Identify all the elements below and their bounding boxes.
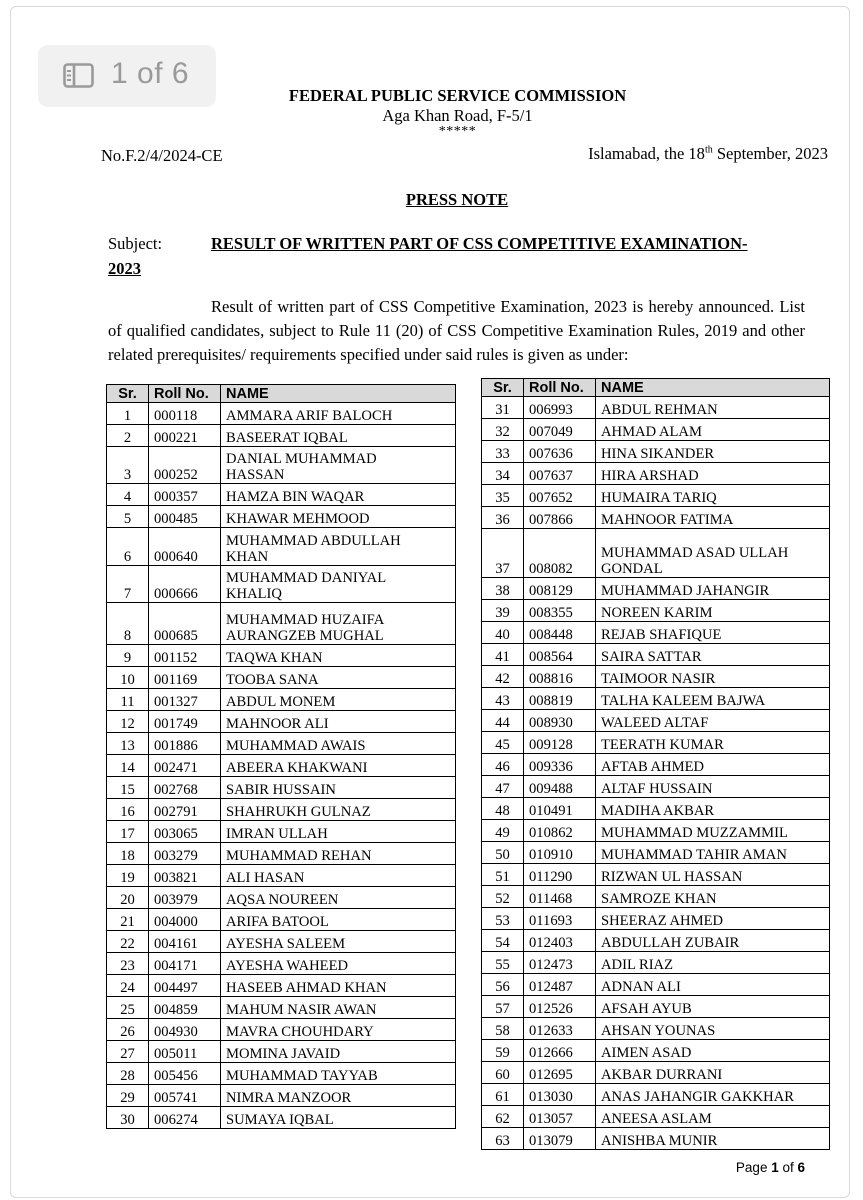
cell-serial: 41 — [482, 644, 524, 666]
cell-roll-no: 012403 — [524, 930, 596, 952]
cell-serial: 28 — [107, 1063, 149, 1085]
date-line — [588, 144, 828, 164]
header-roll-no: Roll No. — [149, 385, 221, 403]
cell-serial: 11 — [107, 689, 149, 711]
cell-serial: 22 — [107, 931, 149, 953]
cell-roll-no: 011468 — [524, 886, 596, 908]
cell-name: MUHAMMAD REHAN — [221, 843, 456, 865]
cell-roll-no: 012473 — [524, 952, 596, 974]
cell-roll-no: 001886 — [149, 733, 221, 755]
cell-serial: 13 — [107, 733, 149, 755]
table-row — [107, 603, 456, 645]
cell-roll-no: 004930 — [149, 1019, 221, 1041]
cell-roll-no: 003279 — [149, 843, 221, 865]
table-row — [482, 529, 830, 578]
table-row — [482, 397, 830, 419]
subject-text-line2: 2023 — [108, 259, 141, 278]
table-row — [482, 622, 830, 644]
cell-roll-no: 005456 — [149, 1063, 221, 1085]
cell-serial: 8 — [107, 603, 149, 645]
table-header-row — [482, 379, 830, 397]
table-row — [482, 974, 830, 996]
cell-name: SHAHRUKH GULNAZ — [221, 799, 456, 821]
table-row — [482, 886, 830, 908]
cell-name: AFTAB AHMED — [596, 754, 830, 776]
header-roll-no: Roll No. — [524, 379, 596, 397]
cell-name: HIRA ARSHAD — [596, 463, 830, 485]
cell-roll-no: 001169 — [149, 667, 221, 689]
cell-name: SHEERAZ AHMED — [596, 908, 830, 930]
cell-serial: 59 — [482, 1040, 524, 1062]
cell-serial: 37 — [482, 529, 524, 578]
cell-serial: 25 — [107, 997, 149, 1019]
cell-roll-no: 008448 — [524, 622, 596, 644]
cell-serial: 44 — [482, 710, 524, 732]
cell-name: WALEED ALTAF — [596, 710, 830, 732]
cell-name: KHAWAR MEHMOOD — [221, 506, 456, 528]
date-suffix: September, 2023 — [712, 144, 828, 163]
table-row — [482, 1128, 830, 1150]
cell-roll-no: 004171 — [149, 953, 221, 975]
cell-roll-no: 000118 — [149, 403, 221, 425]
table-row — [482, 798, 830, 820]
table-row — [107, 1085, 456, 1107]
cell-serial: 57 — [482, 996, 524, 1018]
table-row — [107, 403, 456, 425]
cell-name: TAIMOOR NASIR — [596, 666, 830, 688]
cell-name: MUHAMMAD ASAD ULLAH GONDAL — [596, 529, 830, 578]
cell-serial: 30 — [107, 1107, 149, 1129]
cell-name: AIMEN ASAD — [596, 1040, 830, 1062]
cell-name: HAMZA BIN WAQAR — [221, 484, 456, 506]
cell-roll-no: 001749 — [149, 711, 221, 733]
table-row — [482, 666, 830, 688]
cell-roll-no: 004859 — [149, 997, 221, 1019]
cell-roll-no: 009128 — [524, 732, 596, 754]
table-row — [107, 689, 456, 711]
cell-name: MUHAMMAD MUZZAMMIL — [596, 820, 830, 842]
cell-name: IMRAN ULLAH — [221, 821, 456, 843]
page-footer — [736, 1160, 805, 1175]
cell-name: SAMROZE KHAN — [596, 886, 830, 908]
cell-serial: 29 — [107, 1085, 149, 1107]
footer-page-word: Page — [735, 1160, 772, 1175]
cell-serial: 7 — [107, 566, 149, 603]
cell-name: NOREEN KARIM — [596, 600, 830, 622]
cell-roll-no: 001327 — [149, 689, 221, 711]
cell-roll-no: 013057 — [524, 1106, 596, 1128]
table-row — [482, 1084, 830, 1106]
table-row — [482, 732, 830, 754]
cell-serial: 62 — [482, 1106, 524, 1128]
cell-roll-no: 003065 — [149, 821, 221, 843]
cell-roll-no: 012487 — [524, 974, 596, 996]
table-row — [107, 1107, 456, 1129]
cell-name: MOMINA JAVAID — [221, 1041, 456, 1063]
cell-name: REJAB SHAFIQUE — [596, 622, 830, 644]
cell-serial: 60 — [482, 1062, 524, 1084]
cell-roll-no: 004161 — [149, 931, 221, 953]
cell-name: RIZWAN UL HASSAN — [596, 864, 830, 886]
cell-serial: 45 — [482, 732, 524, 754]
cell-serial: 2 — [107, 425, 149, 447]
table-row — [107, 931, 456, 953]
table-row — [107, 953, 456, 975]
cell-serial: 16 — [107, 799, 149, 821]
cell-name: ALI HASAN — [221, 865, 456, 887]
cell-roll-no: 006274 — [149, 1107, 221, 1129]
table-row — [107, 1063, 456, 1085]
cell-name: MAHNOOR ALI — [221, 711, 456, 733]
cell-serial: 6 — [107, 528, 149, 566]
table-row — [482, 952, 830, 974]
cell-roll-no: 012633 — [524, 1018, 596, 1040]
cell-roll-no: 008819 — [524, 688, 596, 710]
cell-name: SAIRA SATTAR — [596, 644, 830, 666]
cell-roll-no: 008564 — [524, 644, 596, 666]
cell-serial: 58 — [482, 1018, 524, 1040]
cell-name: SABIR HUSSAIN — [221, 777, 456, 799]
organization-title: FEDERAL PUBLIC SERVICE COMMISSION — [288, 86, 627, 105]
cell-name: TOOBA SANA — [221, 667, 456, 689]
cell-name: MAHUM NASIR AWAN — [221, 997, 456, 1019]
cell-serial: 32 — [482, 419, 524, 441]
cell-name: MADIHA AKBAR — [596, 798, 830, 820]
cell-name: NIMRA MANZOOR — [221, 1085, 456, 1107]
cell-roll-no: 000485 — [149, 506, 221, 528]
table-row — [482, 776, 830, 798]
table-row — [482, 507, 830, 529]
cell-name: ANEESA ASLAM — [596, 1106, 830, 1128]
cell-serial: 49 — [482, 820, 524, 842]
results-table-left — [106, 384, 456, 1129]
table-row — [482, 578, 830, 600]
cell-serial: 51 — [482, 864, 524, 886]
footer-total-pages: 6 — [797, 1160, 805, 1175]
table-row — [482, 688, 830, 710]
reference-number: No.F.2/4/2024-CE — [101, 146, 223, 165]
cell-name: ABEERA KHAKWANI — [221, 755, 456, 777]
table-row — [482, 644, 830, 666]
cell-roll-no: 008930 — [524, 710, 596, 732]
cell-serial: 24 — [107, 975, 149, 997]
cell-serial: 43 — [482, 688, 524, 710]
cell-roll-no: 000640 — [149, 528, 221, 566]
cell-serial: 17 — [107, 821, 149, 843]
footer-current-page: 1 — [771, 1160, 779, 1175]
cell-roll-no: 001152 — [149, 645, 221, 667]
cell-roll-no: 010862 — [524, 820, 596, 842]
cell-name: TAQWA KHAN — [221, 645, 456, 667]
cell-roll-no: 011693 — [524, 908, 596, 930]
table-row — [107, 997, 456, 1019]
cell-name: HASEEB AHMAD KHAN — [221, 975, 456, 997]
cell-roll-no: 011290 — [524, 864, 596, 886]
cell-name: SUMAYA IQBAL — [221, 1107, 456, 1129]
cell-serial: 61 — [482, 1084, 524, 1106]
cell-serial: 36 — [482, 507, 524, 529]
cell-name: AYESHA WAHEED — [221, 953, 456, 975]
cell-serial: 15 — [107, 777, 149, 799]
cell-name: MUHAMMAD ABDULLAH KHAN — [221, 528, 456, 566]
cell-serial: 42 — [482, 666, 524, 688]
cell-roll-no: 012695 — [524, 1062, 596, 1084]
cell-serial: 21 — [107, 909, 149, 931]
table-row — [107, 425, 456, 447]
cell-serial: 54 — [482, 930, 524, 952]
cell-roll-no: 010491 — [524, 798, 596, 820]
cell-roll-no: 013030 — [524, 1084, 596, 1106]
date-ordinal: th — [704, 144, 713, 156]
cell-roll-no: 007049 — [524, 419, 596, 441]
cell-serial: 26 — [107, 1019, 149, 1041]
table-row — [482, 600, 830, 622]
cell-serial: 63 — [482, 1128, 524, 1150]
cell-serial: 56 — [482, 974, 524, 996]
cell-roll-no: 007652 — [524, 485, 596, 507]
cell-name: TEERATH KUMAR — [596, 732, 830, 754]
cell-name: ABDUL MONEM — [221, 689, 456, 711]
press-note-heading: PRESS NOTE — [405, 190, 509, 209]
cell-roll-no: 003979 — [149, 887, 221, 909]
table-row — [107, 506, 456, 528]
cell-name: AHMAD ALAM — [596, 419, 830, 441]
cell-roll-no: 000221 — [149, 425, 221, 447]
cell-roll-no: 000666 — [149, 566, 221, 603]
table-row — [482, 996, 830, 1018]
table-row — [107, 755, 456, 777]
cell-roll-no: 007637 — [524, 463, 596, 485]
cell-name: DANIAL MUHAMMAD HASSAN — [221, 447, 456, 484]
announcement-paragraph — [108, 295, 805, 367]
cell-serial: 48 — [482, 798, 524, 820]
cell-name: ABDUL REHMAN — [596, 397, 830, 419]
table-row — [107, 484, 456, 506]
cell-serial: 12 — [107, 711, 149, 733]
cell-serial: 47 — [482, 776, 524, 798]
cell-name: MUHAMMAD DANIYAL KHALIQ — [221, 566, 456, 603]
cell-roll-no: 008355 — [524, 600, 596, 622]
cell-roll-no: 002471 — [149, 755, 221, 777]
header-name: NAME — [596, 379, 830, 397]
cell-serial: 55 — [482, 952, 524, 974]
cell-name: MUHAMMAD AWAIS — [221, 733, 456, 755]
cell-roll-no: 007866 — [524, 507, 596, 529]
cell-serial: 39 — [482, 600, 524, 622]
cell-roll-no: 005741 — [149, 1085, 221, 1107]
cell-name: ANAS JAHANGIR GAKKHAR — [596, 1084, 830, 1106]
page-indicator-text: 1 of 6 — [111, 57, 190, 90]
header-name: NAME — [221, 385, 456, 403]
cell-name: MUHAMMAD HUZAIFA AURANGZEB MUGHAL — [221, 603, 456, 645]
table-row — [107, 645, 456, 667]
cell-serial: 18 — [107, 843, 149, 865]
table-row — [107, 711, 456, 733]
table-row — [482, 1062, 830, 1084]
cell-name: MAVRA CHOUHDARY — [221, 1019, 456, 1041]
cell-name: MUHAMMAD TAHIR AMAN — [596, 842, 830, 864]
table-row — [107, 528, 456, 566]
cell-serial: 38 — [482, 578, 524, 600]
cell-serial: 3 — [107, 447, 149, 484]
cell-serial: 14 — [107, 755, 149, 777]
table-row — [482, 842, 830, 864]
announcement-text: Result of written part of CSS Competitive Examination, 2023 is hereby announced. List of qualified candidates, subject to Rule 11 (20) of CSS Competitive Examination Rules, 2019 and other related prerequisites/ requirements specified under said rules is given as under: — [108, 297, 805, 364]
cell-name: HINA SIKANDER — [596, 441, 830, 463]
results-table-right — [481, 378, 830, 1150]
cell-serial: 46 — [482, 754, 524, 776]
cell-serial: 1 — [107, 403, 149, 425]
subject-label: Subject: — [108, 234, 163, 253]
cell-name: ALTAF HUSSAIN — [596, 776, 830, 798]
table-row — [482, 908, 830, 930]
cell-roll-no: 010910 — [524, 842, 596, 864]
cell-name: MAHNOOR FATIMA — [596, 507, 830, 529]
table-row — [107, 447, 456, 484]
table-row — [107, 843, 456, 865]
table-row — [107, 887, 456, 909]
table-row — [482, 485, 830, 507]
cell-roll-no: 012666 — [524, 1040, 596, 1062]
cell-serial: 35 — [482, 485, 524, 507]
table-row — [107, 777, 456, 799]
cell-roll-no: 012526 — [524, 996, 596, 1018]
cell-name: AKBAR DURRANI — [596, 1062, 830, 1084]
table-row — [482, 754, 830, 776]
cell-serial: 34 — [482, 463, 524, 485]
cell-serial: 50 — [482, 842, 524, 864]
header-sr: Sr. — [482, 379, 524, 397]
cell-roll-no: 002791 — [149, 799, 221, 821]
footer-of-word: of — [778, 1160, 798, 1175]
table-row — [482, 820, 830, 842]
cell-roll-no: 013079 — [524, 1128, 596, 1150]
cell-name: MUHAMMAD TAYYAB — [221, 1063, 456, 1085]
cell-roll-no: 008082 — [524, 529, 596, 578]
table-row — [107, 865, 456, 887]
cell-name: ADNAN ALI — [596, 974, 830, 996]
cell-name: HUMAIRA TARIQ — [596, 485, 830, 507]
cell-roll-no: 004497 — [149, 975, 221, 997]
table-row — [482, 864, 830, 886]
cell-serial: 31 — [482, 397, 524, 419]
organization-address: Aga Khan Road, F-5/1 — [382, 106, 533, 125]
table-row — [107, 667, 456, 689]
cell-serial: 52 — [482, 886, 524, 908]
table-row — [107, 1019, 456, 1041]
cell-name: BASEERAT IQBAL — [221, 425, 456, 447]
cell-serial: 23 — [107, 953, 149, 975]
cell-roll-no: 006993 — [524, 397, 596, 419]
cell-name: TALHA KALEEM BAJWA — [596, 688, 830, 710]
cell-roll-no: 009488 — [524, 776, 596, 798]
page-view-icon — [63, 63, 94, 88]
table-row — [482, 419, 830, 441]
date-prefix: Islamabad, the 18 — [588, 144, 705, 163]
table-row — [107, 566, 456, 603]
table-row — [107, 799, 456, 821]
cell-serial: 19 — [107, 865, 149, 887]
table-row — [482, 710, 830, 732]
cell-serial: 40 — [482, 622, 524, 644]
cell-name: MUHAMMAD JAHANGIR — [596, 578, 830, 600]
cell-serial: 9 — [107, 645, 149, 667]
table-row — [482, 930, 830, 952]
table-row — [107, 975, 456, 997]
table-row — [107, 733, 456, 755]
cell-serial: 27 — [107, 1041, 149, 1063]
cell-roll-no: 007636 — [524, 441, 596, 463]
cell-name: AQSA NOUREEN — [221, 887, 456, 909]
cell-name: AHSAN YOUNAS — [596, 1018, 830, 1040]
cell-serial: 5 — [107, 506, 149, 528]
table-row — [482, 1040, 830, 1062]
cell-roll-no: 004000 — [149, 909, 221, 931]
cell-roll-no: 000685 — [149, 603, 221, 645]
cell-serial: 4 — [107, 484, 149, 506]
table-header-row — [107, 385, 456, 403]
cell-roll-no: 008816 — [524, 666, 596, 688]
cell-roll-no: 009336 — [524, 754, 596, 776]
cell-name: AMMARA ARIF BALOCH — [221, 403, 456, 425]
cell-name: ANISHBA MUNIR — [596, 1128, 830, 1150]
cell-roll-no: 003821 — [149, 865, 221, 887]
header-separator-stars: ***** — [438, 124, 477, 139]
cell-name: AYESHA SALEEM — [221, 931, 456, 953]
table-row — [107, 821, 456, 843]
cell-name: ADIL RIAZ — [596, 952, 830, 974]
table-row — [107, 909, 456, 931]
cell-serial: 10 — [107, 667, 149, 689]
cell-roll-no: 008129 — [524, 578, 596, 600]
cell-roll-no: 000357 — [149, 484, 221, 506]
table-row — [482, 1018, 830, 1040]
cell-roll-no: 000252 — [149, 447, 221, 484]
cell-name: ARIFA BATOOL — [221, 909, 456, 931]
table-row — [482, 1106, 830, 1128]
cell-serial: 33 — [482, 441, 524, 463]
cell-roll-no: 002768 — [149, 777, 221, 799]
cell-serial: 53 — [482, 908, 524, 930]
cell-serial: 20 — [107, 887, 149, 909]
cell-name: ABDULLAH ZUBAIR — [596, 930, 830, 952]
header-sr: Sr. — [107, 385, 149, 403]
subject-text-line1: RESULT OF WRITTEN PART OF CSS COMPETITIVE EXAMINATION- — [211, 234, 748, 253]
table-row — [482, 441, 830, 463]
cell-roll-no: 005011 — [149, 1041, 221, 1063]
table-row — [107, 1041, 456, 1063]
table-row — [482, 463, 830, 485]
cell-name: AFSAH AYUB — [596, 996, 830, 1018]
